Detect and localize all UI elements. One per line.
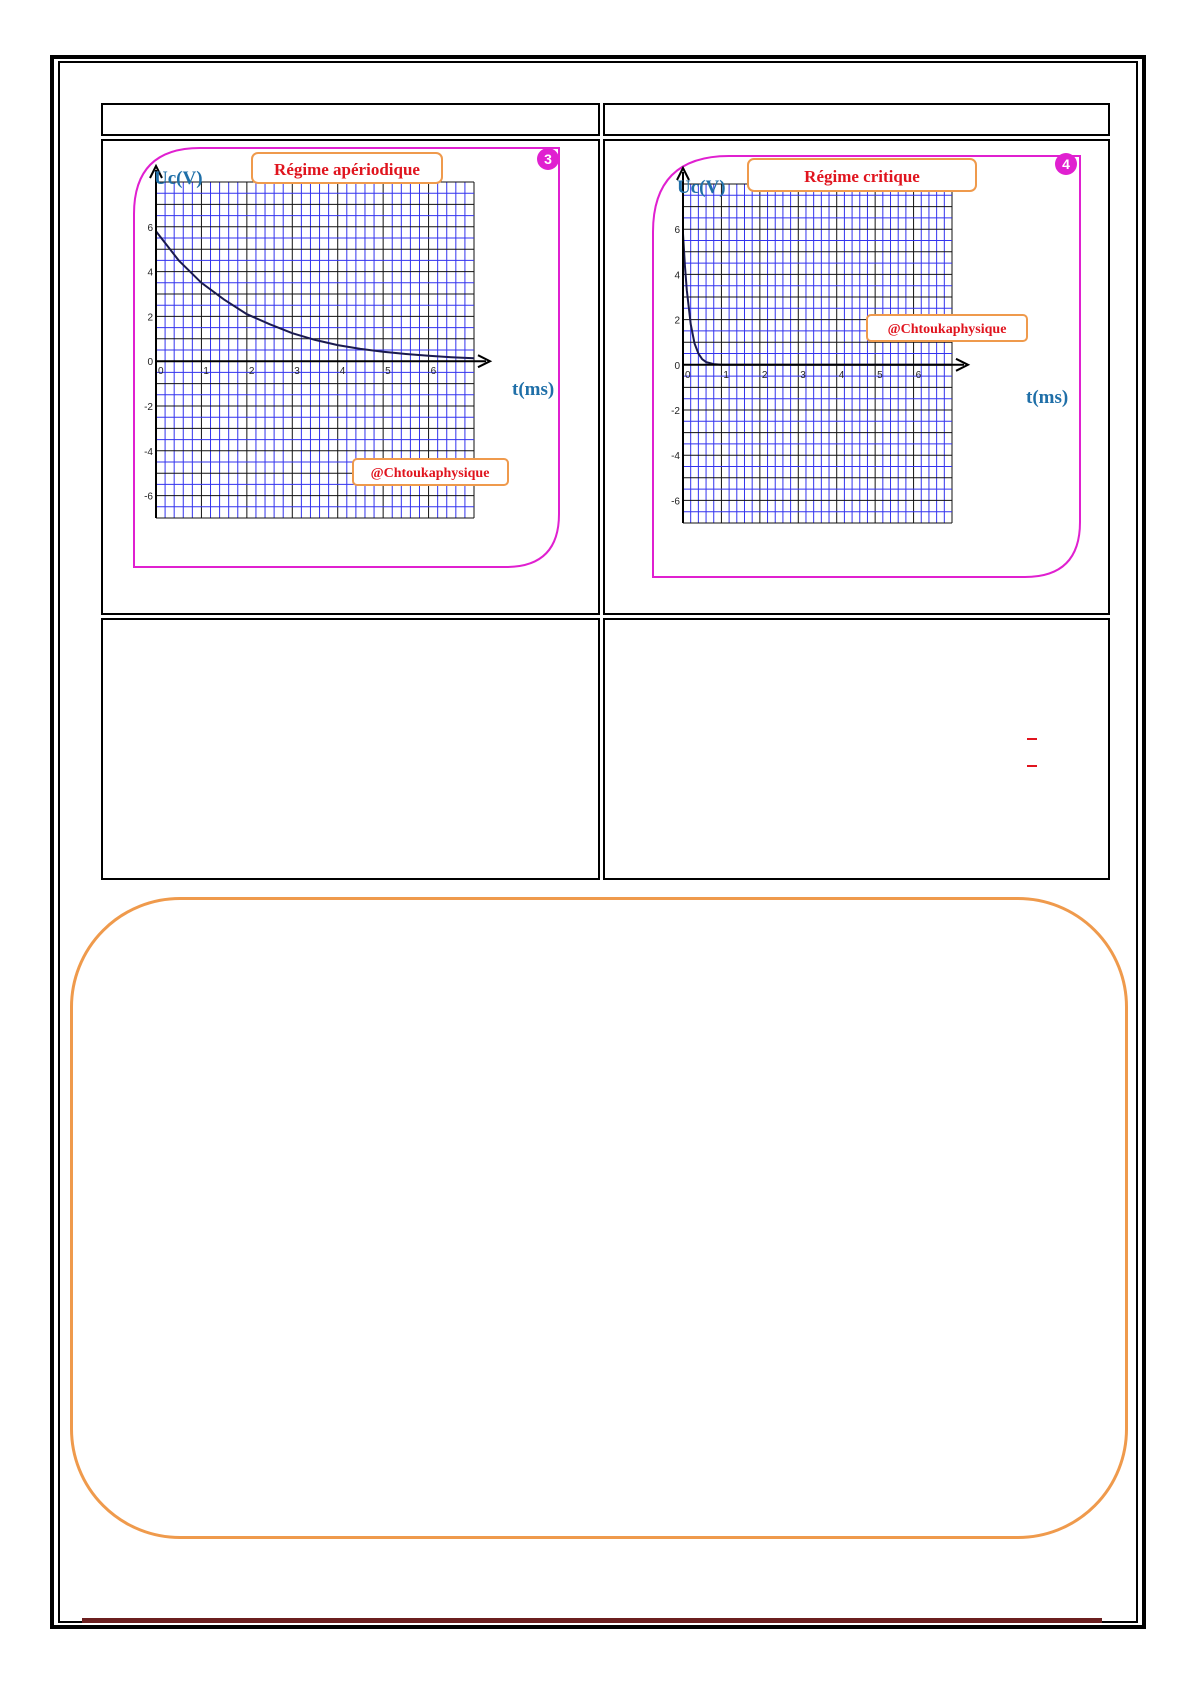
watermark: @Chtoukaphysique — [370, 466, 490, 481]
magenta-border — [653, 156, 1080, 577]
red-dash-mark — [1027, 738, 1037, 740]
x-tick-label: 0 — [158, 366, 164, 378]
y-tick-label: -4 — [144, 446, 153, 458]
chart-badge: 4 — [1062, 156, 1070, 172]
y-tick-label: 0 — [147, 357, 153, 369]
header-cell-right — [603, 103, 1110, 136]
y-tick-label: 2 — [674, 315, 680, 327]
axes — [677, 168, 968, 523]
y-tick-label: -2 — [671, 406, 680, 417]
x-tick-label: 5 — [385, 366, 391, 378]
x-tick-label: 2 — [761, 369, 768, 381]
y-tick-label: -2 — [144, 402, 153, 413]
data-curve — [683, 234, 952, 365]
y-tick-label: 0 — [674, 360, 680, 372]
x-tick-label: 3 — [800, 369, 806, 381]
x-tick-label: 1 — [203, 366, 209, 378]
chart-aperiodic — [128, 144, 568, 574]
x-tick-label: 1 — [723, 369, 729, 381]
y-tick-label: 4 — [147, 267, 153, 279]
x-axis-label: t(ms) — [1026, 387, 1069, 408]
text-cell-right — [603, 618, 1110, 880]
footer-bar — [82, 1618, 1102, 1623]
text-cell-left — [101, 618, 600, 880]
chart-critical — [650, 152, 1090, 582]
x-tick-label: 6 — [430, 366, 437, 378]
y-axis-label: Uc(V) — [677, 177, 726, 198]
ticks-layer — [671, 225, 921, 507]
chart-badge: 3 — [544, 151, 552, 167]
y-axis-label: Uc(V) — [154, 168, 203, 189]
y-tick-label: -6 — [144, 491, 153, 503]
x-tick-label: 3 — [294, 366, 300, 378]
y-tick-label: 6 — [674, 225, 680, 237]
x-tick-label: 5 — [877, 369, 883, 381]
grid-layer — [683, 184, 952, 523]
notes-box — [70, 897, 1128, 1539]
chart-title: Régime apériodique — [274, 160, 420, 179]
x-tick-label: 0 — [685, 369, 691, 381]
watermark: @Chtoukaphysique — [887, 322, 1007, 337]
x-tick-label: 6 — [915, 369, 922, 381]
x-tick-label: 4 — [838, 369, 845, 381]
x-tick-label: 4 — [339, 366, 346, 378]
y-tick-label: -6 — [671, 496, 680, 508]
red-dash-mark — [1027, 765, 1037, 767]
x-tick-label: 2 — [248, 366, 255, 378]
x-axis-label: t(ms) — [512, 379, 555, 400]
y-tick-label: 6 — [147, 222, 153, 234]
header-cell-left — [101, 103, 600, 136]
chart-title: Régime critique — [804, 167, 920, 186]
y-tick-label: -4 — [671, 451, 680, 463]
y-tick-label: 4 — [674, 270, 680, 282]
y-tick-label: 2 — [147, 312, 153, 324]
